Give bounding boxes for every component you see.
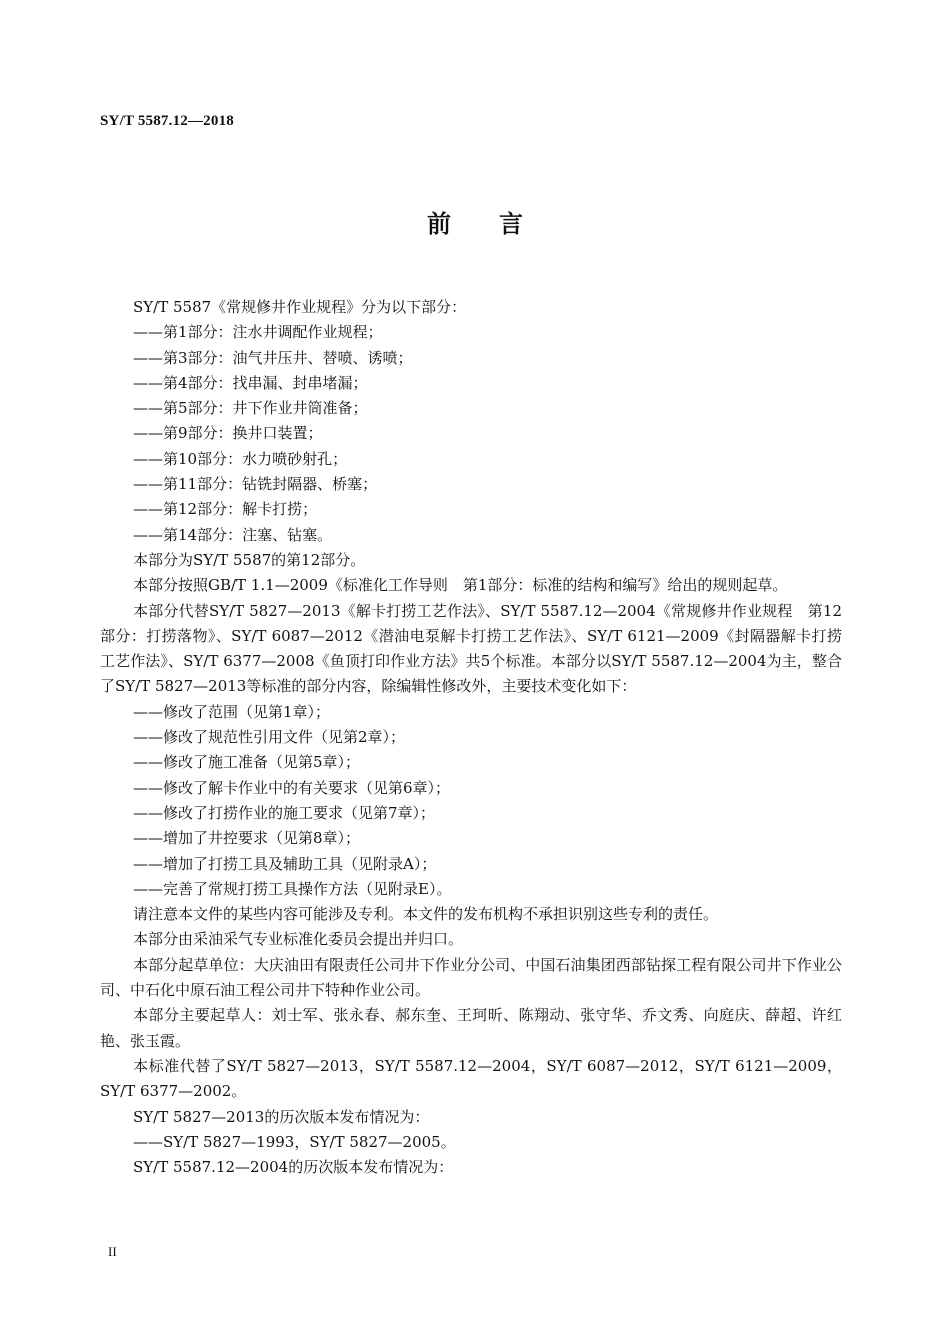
list-item-part-1: ——第1部分：注水井调配作业规程； [133,323,383,342]
list-item-part-4: ——第4部分：找串漏、封串堵漏； [133,373,368,392]
paragraph-history-5587: SY/T 5587.12—2004的历次版本发布情况为： [133,1158,454,1177]
paragraph-intro: SY/T 5587《常规修井作业规程》分为以下部分： [133,298,467,316]
paragraph-patent-notice: 请注意本文件的某些内容可能涉及专利。本文件的发布机构不承担识别这些专利的责任。 [133,905,719,924]
page-number: II [108,1244,117,1259]
paragraph-drafting-rules: 本部分按照GB/T 1.1—2009《标准化工作导则 第1部分：标准的结构和编写》给出的规则起草。 [133,576,788,595]
paragraph-supersedes: 本标准代替了SY/T 5827—2013，SY/T 5587.12—2004，SY/T 6087—2012，SY/T 6121—2009，SY/T 6377—2002。 [100,1056,842,1101]
change-item: ——修改了解卡作业中的有关要求（见第6章）； [133,778,451,797]
body-text [100,295,842,1180]
change-item: ——修改了施工准备（见第5章）； [133,753,361,772]
change-item: ——修改了范围（见第1章）； [133,702,331,721]
standard-code: SY/T 5587.12—2018 [100,113,234,129]
change-item: ——增加了打捞工具及辅助工具（见附录A）； [133,854,437,873]
paragraph-replacement: 本部分代替SY/T 5827—2013《解卡打捞工艺作法》、SY/T 5587.12—2004《常规修井作业规程 第12部分：打捞落物》、SY/T 6087—2012《潜油电泵解卡打捞工艺作法》、SY/T 6121—2009《封隔器解卡打捞工艺作法》、SY/T 6377—2008《鱼顶打印作业方法》共5个标准。本部分以SY/T 5587.12—2004为主，整合了SY/T 5827—2013等标准的部分内容，除编辑性修改外，主要技术变化如下： [100,601,842,696]
change-item: ——增加了井控要求（见第8章）； [133,829,361,848]
list-item-part-5: ——第5部分：井下作业井筒准备； [133,399,368,418]
paragraph-drafting-units: 本部分起草单位：大庆油田有限责任公司井下作业分公司、中国石油集团西部钻探工程有限公司井下作业公司、中石化中原石油工程公司井下特种作业公司。 [100,955,842,1000]
paragraph-part-note: 本部分为SY/T 5587的第12部分。 [133,550,366,569]
paragraph-drafters: 本部分主要起草人：刘士军、张永春、郝东奎、王珂昕、陈翔动、张守华、乔文秀、向庭庆、薛超、许红艳、张玉霞。 [100,1006,842,1050]
change-item: ——修改了打捞作业的施工要求（见第7章）； [133,803,436,822]
list-item-part-9: ——第9部分：换井口装置； [133,424,323,443]
list-item-part-12: ——第12部分：解卡打捞； [133,500,318,519]
list-item-part-11: ——第11部分：钻铣封隔器、桥塞； [133,475,378,494]
change-item: ——完善了常规打捞工具操作方法（见附录E）。 [133,879,452,898]
list-item-part-14: ——第14部分：注塞、钻塞。 [133,525,333,544]
history-item-5827: ——SY/T 5827—1993，SY/T 5827—2005。 [133,1132,456,1151]
list-item-part-10: ——第10部分：水力喷砂射孔； [133,449,348,468]
paragraph-proposer: 本部分由采油采气专业标准化委员会提出并归口。 [133,930,464,949]
change-item: ——修改了规范性引用文件（见第2章）； [133,728,406,747]
page-title: 前言 [427,210,571,238]
list-item-part-3: ——第3部分：油气井压井、替喷、诱喷； [133,348,413,367]
paragraph-history-5827: SY/T 5827—2013的历次版本发布情况为： [133,1107,430,1126]
